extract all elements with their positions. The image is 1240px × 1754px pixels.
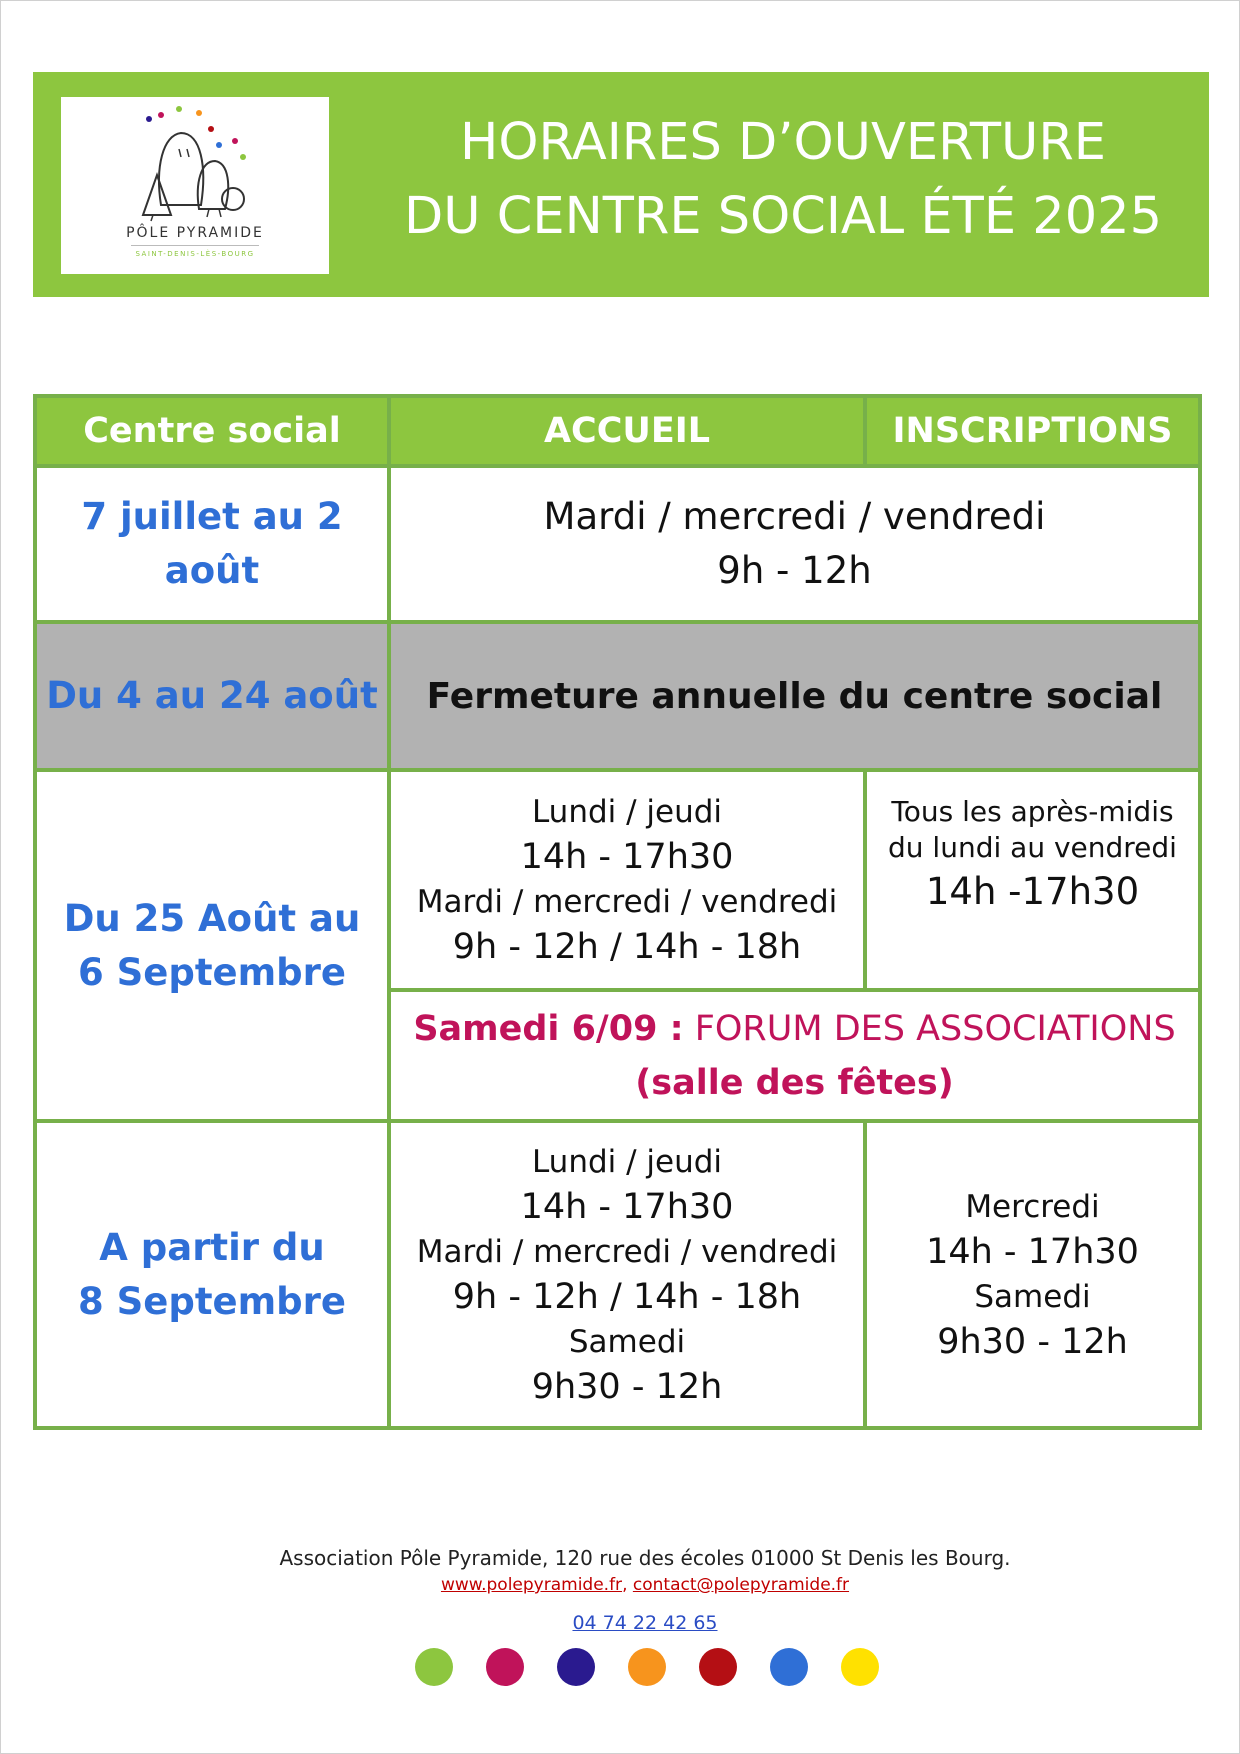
- table-header-row: [35, 396, 1200, 466]
- hours-text: 14h - 17h30: [520, 837, 734, 877]
- days-text: Samedi: [568, 1323, 686, 1360]
- table-row: [35, 1121, 1200, 1428]
- hours-text: 9h - 12h: [717, 549, 872, 592]
- page-title: [363, 106, 1203, 254]
- period-line: 8 Septembre: [77, 1279, 346, 1323]
- period-line: 6 Septembre: [77, 950, 346, 994]
- color-dot: [699, 1648, 737, 1686]
- hours-text: 9h30 - 12h: [937, 1321, 1128, 1362]
- email-link[interactable]: contact@polepyramide.fr: [632, 1575, 850, 1595]
- period-line: A partir du: [99, 1225, 325, 1269]
- hours-text: 9h30 - 12h: [531, 1366, 723, 1407]
- color-dot: [415, 1648, 453, 1686]
- hours-text: 14h - 17h30: [926, 1231, 1139, 1272]
- period-cell: [35, 770, 389, 1121]
- closure-note: Fermeture annuelle du centre social: [389, 622, 1200, 770]
- table-row: [35, 770, 1200, 990]
- accueil-cell: [389, 1121, 865, 1428]
- logo: [61, 97, 329, 274]
- color-dot: [557, 1648, 595, 1686]
- period-cell: [35, 466, 389, 622]
- logo-divider: [131, 245, 259, 246]
- footer-address: Association Pôle Pyramide, 120 rue des écoles 01000 St Denis les Bourg.: [279, 1546, 1011, 1570]
- period-line: août: [164, 549, 260, 592]
- hours-cell: [389, 466, 1200, 622]
- schedule-table: [33, 394, 1202, 1430]
- days-text: Lundi / jeudi: [531, 794, 723, 830]
- table-row-closure: [35, 622, 1200, 770]
- accueil-cell: [389, 770, 865, 990]
- header-banner: [33, 72, 1209, 297]
- title-line-1: HORAIRES D’OUVERTURE: [460, 113, 1106, 172]
- period-line: Du 25 Août au: [63, 896, 361, 940]
- title-line-2: DU CENTRE SOCIAL ÉTÉ 2025: [403, 187, 1163, 246]
- forum-line: [391, 1002, 1198, 1056]
- period-line: 7 juillet au 2: [81, 495, 343, 538]
- days-text: Mardi / mercredi / vendredi: [416, 884, 838, 920]
- days-text: Lundi / jeudi: [531, 1143, 723, 1180]
- footer-links: [0, 1575, 1240, 1595]
- color-dot: [486, 1648, 524, 1686]
- period-cell: [35, 1121, 389, 1428]
- phone-link[interactable]: 04 74 22 42 65: [572, 1612, 718, 1634]
- hours-text: 9h - 12h / 14h - 18h: [452, 927, 802, 967]
- table-row: [35, 466, 1200, 622]
- logo-subtitle: SAINT-DENIS-LÈS-BOURG: [135, 250, 255, 258]
- forum-cell: [389, 990, 1200, 1121]
- days-text: Mardi / mercredi / vendredi: [543, 495, 1046, 538]
- header-inscriptions: INSCRIPTIONS: [865, 396, 1200, 466]
- logo-figures-icon: [61, 97, 329, 274]
- header-accueil: ACCUEIL: [389, 396, 865, 466]
- inscriptions-cell: [865, 1121, 1200, 1428]
- logo-name: PÔLE PYRAMIDE: [126, 225, 264, 241]
- days-text: Mercredi: [965, 1188, 1100, 1225]
- forum-event: FORUM DES ASSOCIATIONS: [694, 1008, 1176, 1049]
- hours-text: 14h -17h30: [925, 870, 1140, 913]
- color-dot: [628, 1648, 666, 1686]
- period-cell: Du 4 au 24 août: [35, 622, 389, 770]
- inscriptions-cell: [865, 770, 1200, 990]
- days-text: Mardi / mercredi / vendredi: [416, 1233, 838, 1270]
- hours-text: 9h - 12h / 14h - 18h: [452, 1276, 802, 1317]
- days-text: Samedi: [974, 1278, 1091, 1315]
- color-dot: [770, 1648, 808, 1686]
- color-dot: [841, 1648, 879, 1686]
- inscriptions-text: Tous les après-midis: [891, 795, 1174, 828]
- website-link[interactable]: www.polepyramide.fr: [440, 1575, 623, 1595]
- forum-place: (salle des fêtes): [635, 1062, 954, 1103]
- forum-date: Samedi 6/09 :: [413, 1008, 684, 1049]
- link-separator: ,: [622, 1575, 633, 1595]
- inscriptions-text: du lundi au vendredi: [888, 831, 1177, 864]
- hours-text: 14h - 17h30: [520, 1186, 734, 1227]
- header-centre-social: Centre social: [35, 396, 389, 466]
